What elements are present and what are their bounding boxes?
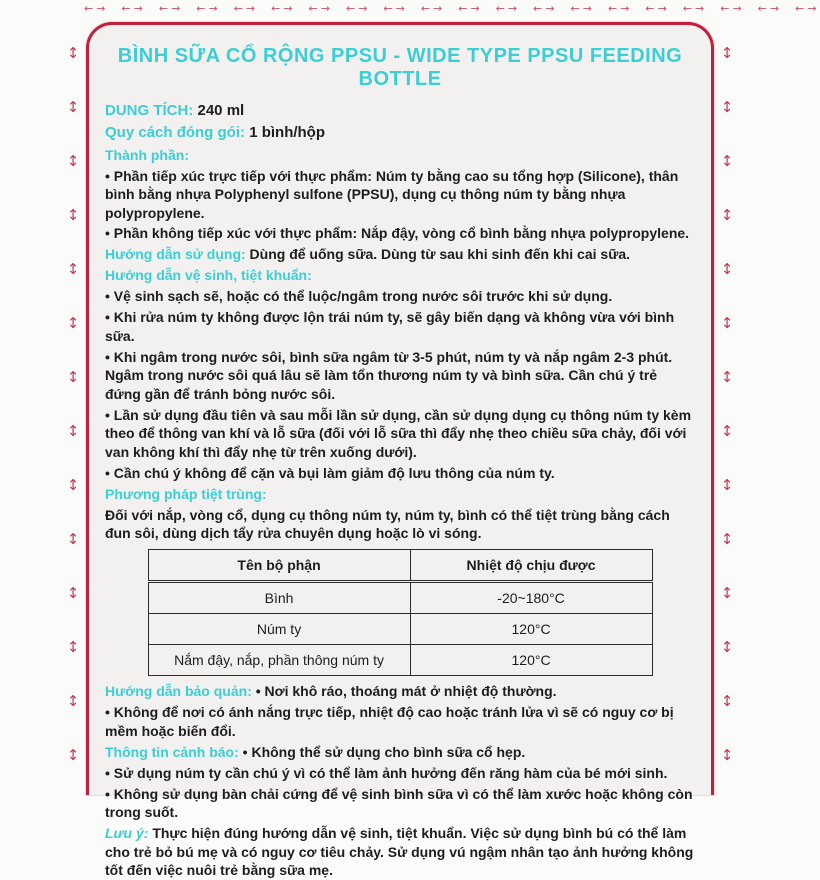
hygiene-item: • Khi rửa núm ty không được lộn trái núm ty, sẽ gây biến dạng và không vừa với bình sữa. [105,308,695,345]
warning-heading: Thông tin cảnh báo: [105,743,239,760]
table-cell-part: Nắm đậy, nắp, phần thông núm ty [148,645,410,676]
decorative-arrow-border-left: ↕ ↕ ↕ ↕ ↕ ↕ ↕ ↕ ↕ ↕ ↕ ↕ ↕ ↕ [66,44,80,764]
volume-label: DUNG TÍCH: [105,102,194,119]
table-cell-part: Bình [148,582,410,614]
warning-line [105,743,695,761]
hygiene-heading: Hướng dẫn vệ sinh, tiệt khuẩn: [105,267,312,284]
table-header-temp: Nhiệt độ chịu được [410,550,652,582]
warning-item: • Không sử dụng bàn chải cứng để vệ sinh bình sữa vì có thể làm xước hoặc không còn trong suốt. [105,785,695,822]
decorative-arrow-border-top: ←→ ←→ ←→ ←→ ←→ ←→ ←→ ←→ ←→ ←→ ←→ ←→ ←→ ←→ ←→ ←→ ←→ ←→ ←→ ←→ [84,2,820,15]
volume-value: 240 ml [197,102,245,119]
storage-heading: Hướng dẫn bảo quản: [105,683,252,700]
table-cell-temp: 120°C [410,614,652,645]
note-text: Thực hiện đúng hướng dẫn vệ sinh, tiệt khuẩn. Việc sử dụng bình bú có thể làm cho trẻ bỏ bú mẹ và có nguy cơ tiêu chảy. Sử dụng vú ngậm nhân tạo ảnh hưởng không tốt đến việc nuôi trẻ bằng sữa mẹ. [105,825,694,879]
composition-item: • Phần không tiếp xúc với thực phẩm: Nắp đậy, vòng cổ bình bằng nhựa polypropylene. [105,224,695,242]
sterilization-heading: Phương pháp tiệt trùng: [105,485,267,502]
usage-heading: Hướng dẫn sử dụng: [105,246,246,263]
table-cell-temp: 120°C [410,645,652,676]
composition-heading: Thành phần: [105,146,189,163]
table-row [148,582,652,614]
table-row [148,645,652,676]
hygiene-item: • Vệ sinh sạch sẽ, hoặc có thể luộc/ngâm trong nước sôi trước khi sử dụng. [105,287,695,305]
pack-value: 1 bình/hộp [249,124,326,142]
note-heading: Lưu ý: [105,825,149,842]
table-header-part: Tên bộ phận [148,550,410,582]
usage-text: Dùng để uống sữa. Dùng từ sau khi sinh đến khi cai sữa. [249,246,631,263]
pack-label: Quy cách đóng gói: [105,124,246,142]
table-cell-temp: -20~180°C [410,582,652,614]
note-line [105,824,695,879]
sterilization-text: Đối với nắp, vòng cổ, dụng cụ thông núm ty, núm ty, bình có thể tiệt trùng bằng cách đun sôi, dùng dịch tẩy rửa chuyên dụng hoặc lò vi sóng. [105,506,670,541]
storage-item: • Không để nơi có ánh nắng trực tiếp, nhiệt độ cao hoặc tránh lửa vì sẽ có nguy cơ bị mềm hoặc biến đổi. [105,703,695,740]
table-header-row [148,550,652,582]
heat-resistance-table [148,549,653,676]
storage-first: • Nơi khô ráo, thoáng mát ở nhiệt độ thường. [256,683,557,699]
hygiene-item: • Khi ngâm trong nước sôi, bình sữa ngâm từ 3-5 phút, núm ty và nắp ngâm 2-3 phút. Ngâm trong nước sôi quá lâu sẽ làm tổn thương núm ty và bình sữa. Cần chú ý trẻ đứng gần để tránh bỏng nước sôi. [105,348,695,403]
table-row [148,614,652,645]
storage-line [105,682,695,700]
product-title: BÌNH SỮA CỔ RỘNG PPSU - WIDE TYPE PPSU FEEDING BOTTLE [117,45,683,90]
label-sheet [86,22,714,879]
hygiene-item: • Cần chú ý không để cặn và bụi làm giảm độ lưu thông của núm ty. [105,464,695,482]
volume-spec [105,101,695,121]
pack-spec [105,123,695,143]
warning-first: • Không thể sử dụng cho bình sữa cổ hẹp. [243,744,526,760]
hygiene-item: • Lần sử dụng đầu tiên và sau mỗi lần sử dụng, cần sử dụng dụng cụ thông núm ty kèm theo để thông van khí và lỗ sữa (đối với lỗ sữa thì đẩy nhẹ theo chiều sữa chảy, đối với van không khí thì đẩy nhẹ từ trên xuống dưới). [105,406,695,461]
table-cell-part: Núm ty [148,614,410,645]
usage-line [105,245,695,263]
decorative-arrow-border-right: ↕ ↕ ↕ ↕ ↕ ↕ ↕ ↕ ↕ ↕ ↕ ↕ ↕ ↕ [720,44,734,764]
warning-item: • Sử dụng núm ty cần chú ý vì có thể làm ảnh hưởng đến răng hàm của bé mới sinh. [105,764,695,782]
composition-item: • Phần tiếp xúc trực tiếp với thực phẩm: Núm ty bằng cao su tổng hợp (Silicone), thân bình bằng nhựa Polyphenyl sulfone (PPSU), dụng cụ thông núm ty bằng nhựa polypropylene. [105,167,695,222]
label-content [89,25,711,879]
